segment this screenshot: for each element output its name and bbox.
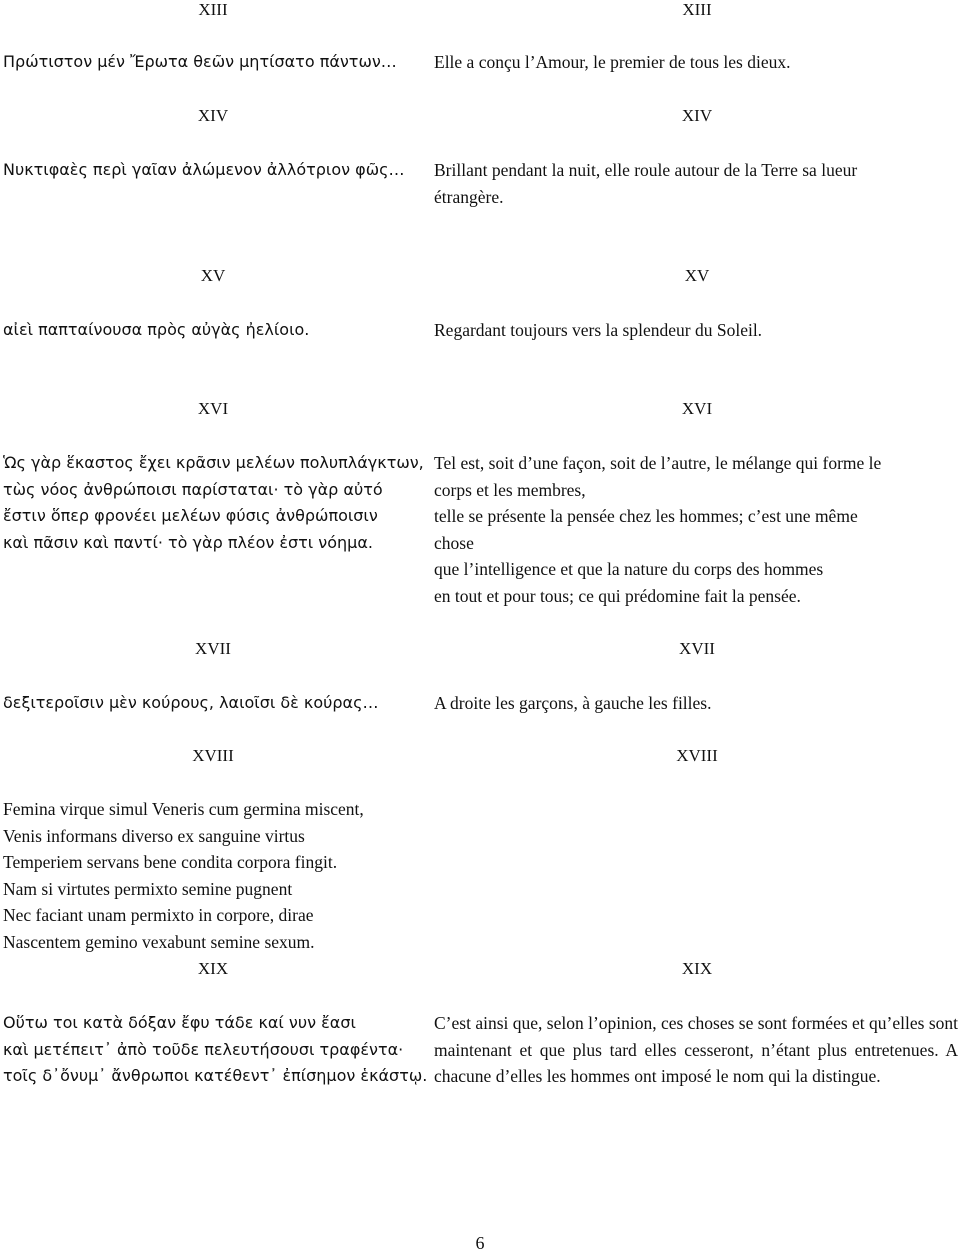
verse-line: δεξιτεροῖσιν μὲν κούρους, λαιοῖσι δὲ κούρας… — [3, 693, 379, 712]
french-translation — [434, 157, 958, 210]
translation-line: en tout et pour tous; ce qui prédomine fait la pensée. — [434, 585, 801, 606]
latin-verse — [3, 796, 523, 956]
section-numeral-french: XIX — [681, 959, 713, 978]
greek-verse — [3, 690, 423, 717]
translation-line: étrangère. — [434, 186, 504, 207]
section-numeral-greek: XIX — [197, 959, 229, 978]
latin-line: Nascentem gemino vexabunt semine sexum. — [3, 931, 315, 952]
french-paragraph: C’est ainsi que, selon l’opinion, ces choses se sont formées et qu’elles sont maintenant et que plus tard elles cesseront, n’étant plus entretenues. A chacune d’elles les hommes ont imposé le nom qui la distingue. — [434, 1013, 958, 1087]
verse-line: Νυκτιφαὲς περὶ γαῖαν ἀλώμενον ἀλλότριον φῶς… — [3, 160, 405, 179]
page-number: 6 — [475, 1233, 485, 1253]
section-numeral-french: XIII — [682, 0, 712, 19]
verse-line: τὼς νόος ἀνθρώποισι παρίσταται· τὸ γὰρ αὐτό — [3, 479, 383, 499]
section-numeral-french: XIV — [681, 106, 713, 125]
verse-line: καὶ μετέπειτ᾽ ἀπὸ τοῦδε πελευτήσουσι τραφέντα· — [3, 1039, 404, 1059]
section-numeral-french: XVI — [681, 399, 713, 418]
french-translation — [434, 49, 958, 76]
greek-verse — [3, 157, 423, 184]
french-translation — [434, 690, 958, 717]
french-translation — [434, 317, 958, 344]
section-numeral-greek: XVIII — [192, 746, 234, 765]
translation-line: que l’intelligence et que la nature du corps des hommes — [434, 559, 824, 580]
section-numeral-greek: XVII — [195, 639, 231, 658]
section-numeral-french: XVII — [679, 639, 715, 658]
latin-line: Nec faciant unam permixto in corpore, dirae — [3, 905, 314, 926]
translation-line: Brillant pendant la nuit, elle roule autour de la Terre sa lueur — [434, 160, 858, 180]
section-numeral-greek: XIV — [197, 106, 229, 125]
verse-line: Ὡς γὰρ ἕκαστος ἔχει κρᾶσιν μελέων πολυπλάγκτων, — [3, 453, 424, 472]
verse-line: αἰεὶ παπταίνουσα πρὸς αὐγὰς ἠελίοιο. — [3, 320, 310, 339]
greek-verse — [3, 1010, 428, 1090]
translation-line: Elle a conçu l’Amour, le premier de tous les dieux. — [434, 52, 791, 72]
translation-line: telle se présente la pensée chez les hommes; c’est une même — [434, 506, 858, 527]
verse-line: καὶ πᾶσιν καὶ παντί· τὸ γὰρ πλέον ἐστι νόημα. — [3, 532, 373, 552]
verse-line: τοῖς δ᾽ὄνυμ᾽ ἄνθρωποι κατέθεντ᾽ ἐπίσημον ἑκάστῳ. — [3, 1066, 428, 1086]
translation-line: corps et les membres, — [434, 479, 586, 500]
greek-verse — [3, 49, 423, 76]
latin-line: Femina virque simul Veneris cum germina miscent, — [3, 799, 364, 819]
french-translation — [434, 450, 958, 610]
translation-line: A droite les garçons, à gauche les filles. — [434, 693, 712, 713]
latin-line: Temperiem servans bene condita corpora fingit. — [3, 852, 338, 873]
translation-line: Tel est, soit d’une façon, soit de l’autre, le mélange qui forme le — [434, 453, 882, 473]
greek-verse — [3, 317, 423, 344]
translation-line: Regardant toujours vers la splendeur du Soleil. — [434, 320, 763, 340]
verse-line: ἔστιν ὅπερ φρονέει μελέων φύσις ἀνθρώποισιν — [3, 506, 378, 526]
section-numeral-french: XV — [684, 266, 710, 285]
section-numeral-greek: XIII — [198, 0, 228, 19]
verse-line: Πρώτιστον μέν Ἔρωτα θεῶν μητίσατο πάντων… — [3, 52, 397, 71]
latin-line: Nam si virtutes permixto semine pugnent — [3, 878, 293, 899]
section-numeral-french: XVIII — [676, 746, 718, 765]
translation-line: chose — [434, 532, 474, 553]
section-numeral-greek: XVI — [197, 399, 229, 418]
section-numeral-greek: XV — [200, 266, 226, 285]
latin-line: Venis informans diverso ex sanguine virtus — [3, 825, 305, 846]
verse-line: Οὕτω τοι κατὰ δόξαν ἔφυ τάδε καί νυν ἔασι — [3, 1013, 356, 1032]
greek-verse — [3, 450, 423, 556]
